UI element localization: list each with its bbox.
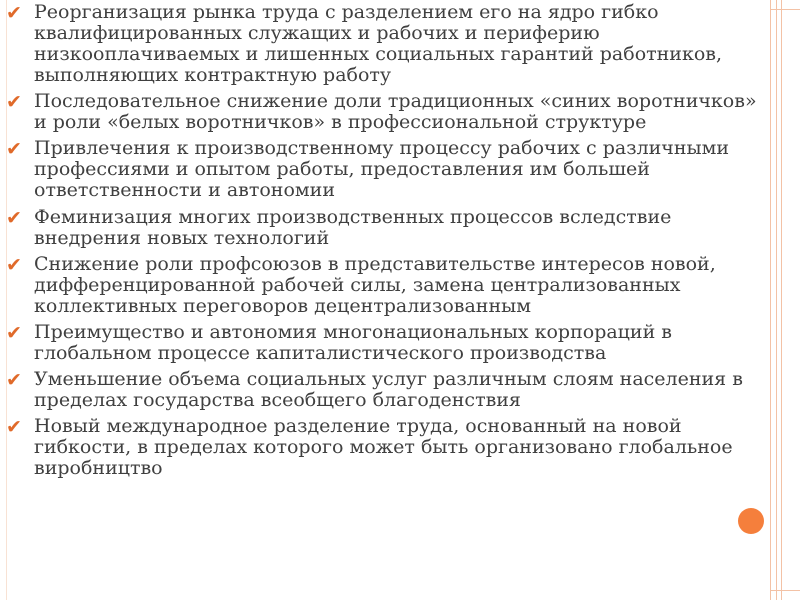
checkmark-icon: ✔ — [6, 91, 22, 114]
frame-line-right — [781, 0, 782, 600]
frame-line-right — [776, 0, 777, 600]
checkmark-icon: ✔ — [6, 206, 22, 229]
bullet-text: Реорганизация рынка труда с разделением его на ядро гибко квалифицированных служащих и рабочих и периферию низкооплачиваемых и лишенных социальных гарантий работников, выполняющих контрактную работу — [34, 1, 723, 86]
bullet-list — [4, 2, 774, 479]
bullet-item — [4, 416, 774, 479]
bullet-text: Последовательное снижение доли традиционных «синих воротничков» и роли «белых воротничков» в профессиональной структуре — [34, 90, 757, 134]
decorative-orange-dot — [738, 508, 764, 534]
frame-line-top — [770, 9, 800, 10]
bullet-item — [4, 91, 774, 133]
checkmark-icon: ✔ — [6, 2, 22, 24]
checkmark-icon: ✔ — [6, 416, 22, 439]
bullet-item — [4, 207, 774, 249]
checkmark-icon: ✔ — [6, 138, 22, 161]
bullet-text: Преимущество и автономия многонациональных корпораций в глобальном процессе капиталистического производства — [34, 320, 672, 364]
bullet-text: Феминизация многих производственных процессов вследствие внедрения новых технологий — [34, 205, 672, 249]
bullet-item — [4, 2, 774, 86]
bullet-text: Снижение роли профсоюзов в представительстве интересов новой, дифференцированной рабочей силы, замена централизованных коллективных переговоров децентрализованным — [34, 252, 716, 317]
checkmark-icon: ✔ — [6, 253, 22, 276]
checkmark-icon: ✔ — [6, 321, 22, 344]
bullet-item — [4, 138, 774, 201]
frame-line-bottom — [770, 590, 800, 591]
bullet-item — [4, 322, 774, 364]
bullet-text: Привлечения к производственному процессу рабочих с различными профессиями и опытом работы, предоставления им большей ответственности и автономии — [34, 137, 730, 202]
bullet-text: Уменьшение объема социальных услуг различным слоям населения в пределах государства всеобщего благоденствия — [34, 368, 743, 412]
bullet-item — [4, 254, 774, 317]
checkmark-icon: ✔ — [6, 369, 22, 392]
bullet-text: Новый международное разделение труда, основанный на новой гибкости, в пределах которого может быть организовано глобальное виробництво — [34, 415, 733, 480]
slide-content — [4, 2, 774, 485]
bullet-item — [4, 369, 774, 411]
